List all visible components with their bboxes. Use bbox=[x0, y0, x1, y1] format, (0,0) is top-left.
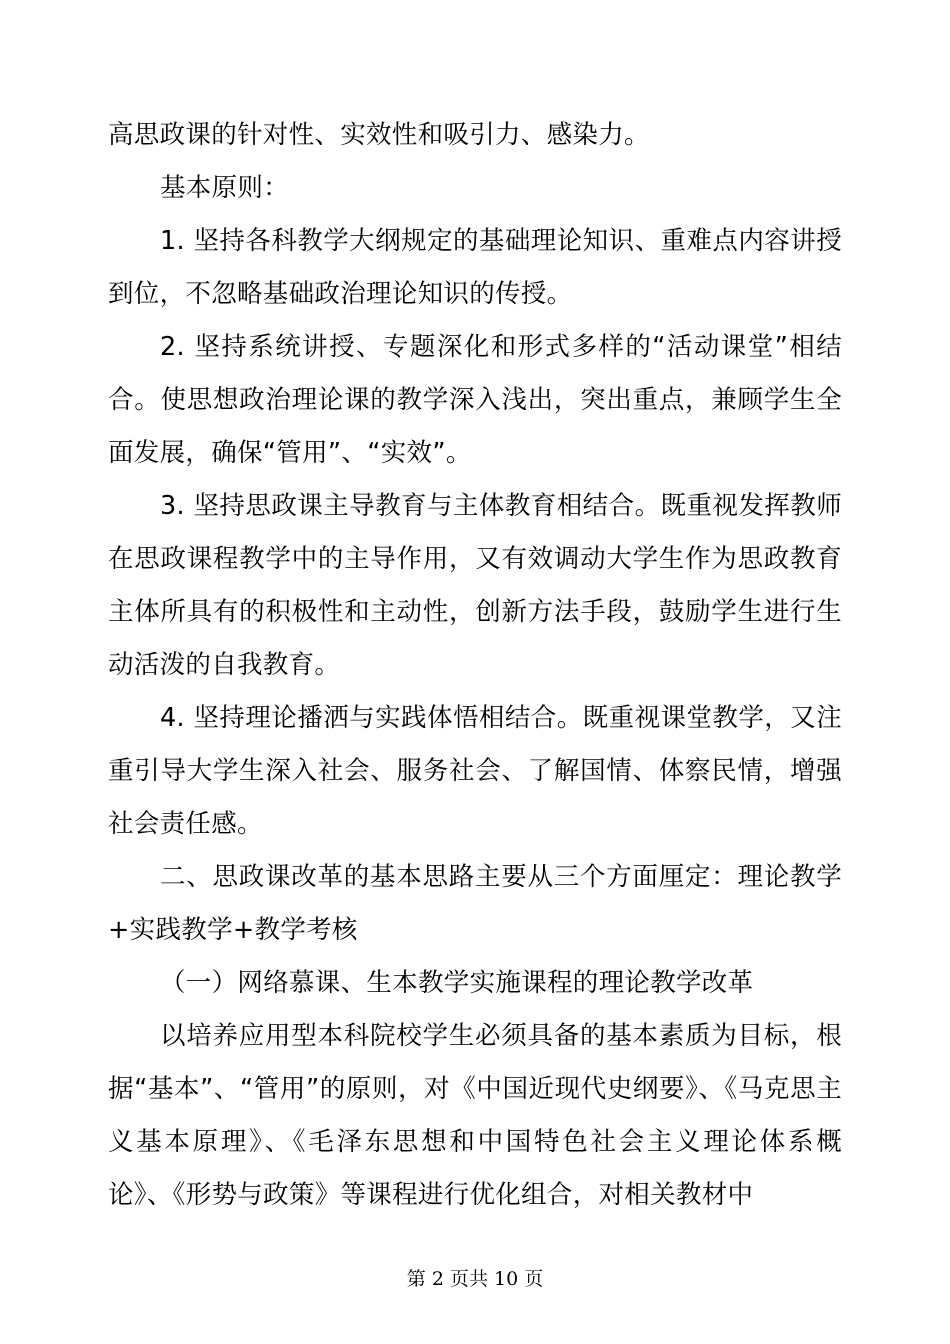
paragraph-continuation: 高思政课的针对性、实效性和吸引力、感染力。 bbox=[108, 120, 650, 150]
subsection-heading-1: （一）网络慕课、生本教学实施课程的理论教学改革 bbox=[160, 968, 754, 998]
paragraph-principles-heading: 基本原则： bbox=[160, 173, 290, 203]
paragraph-principle-2: 2. 坚持系统讲授、专题深化和形式多样的“活动课堂”相结合。使思想政治理论课的教学深入浅出，突出重点，兼顾学生全面发展，确保“管用”、“实效”。 bbox=[108, 332, 842, 468]
document-body bbox=[108, 109, 842, 1222]
page-number-footer: 第 2 页共 10 页 bbox=[406, 1268, 544, 1290]
paragraph-principle-1: 1. 坚持各科教学大纲规定的基础理论知识、重难点内容讲授到位，不忽略基础政治理论知识的传授。 bbox=[108, 226, 842, 309]
paragraph-theory-reform: 以培养应用型本科院校学生必须具备的基本素质为目标，根据“基本”、“管用”的原则，对《中国近现代史纲要》、《马克思主义基本原理》、《毛泽东思想和中国特色社会主义理论体系概论》、《形势与政策》等课程进行优化组合，对相关教材中 bbox=[108, 1021, 842, 1210]
paragraph-principle-3: 3. 坚持思政课主导教育与主体教育相结合。既重视发挥教师在思政课程教学中的主导作用，又有效调动大学生作为思政教育主体所具有的积极性和主动性，创新方法手段，鼓励学生进行生动活泼的自我教育。 bbox=[108, 491, 842, 680]
section-heading-2: 二、思政课改革的基本思路主要从三个方面厘定：理论教学+实践教学+教学考核 bbox=[108, 862, 842, 945]
paragraph-principle-4: 4. 坚持理论播洒与实践体悟相结合。既重视课堂教学，又注重引导大学生深入社会、服务社会、了解国情、体察民情，增强社会责任感。 bbox=[108, 703, 842, 839]
